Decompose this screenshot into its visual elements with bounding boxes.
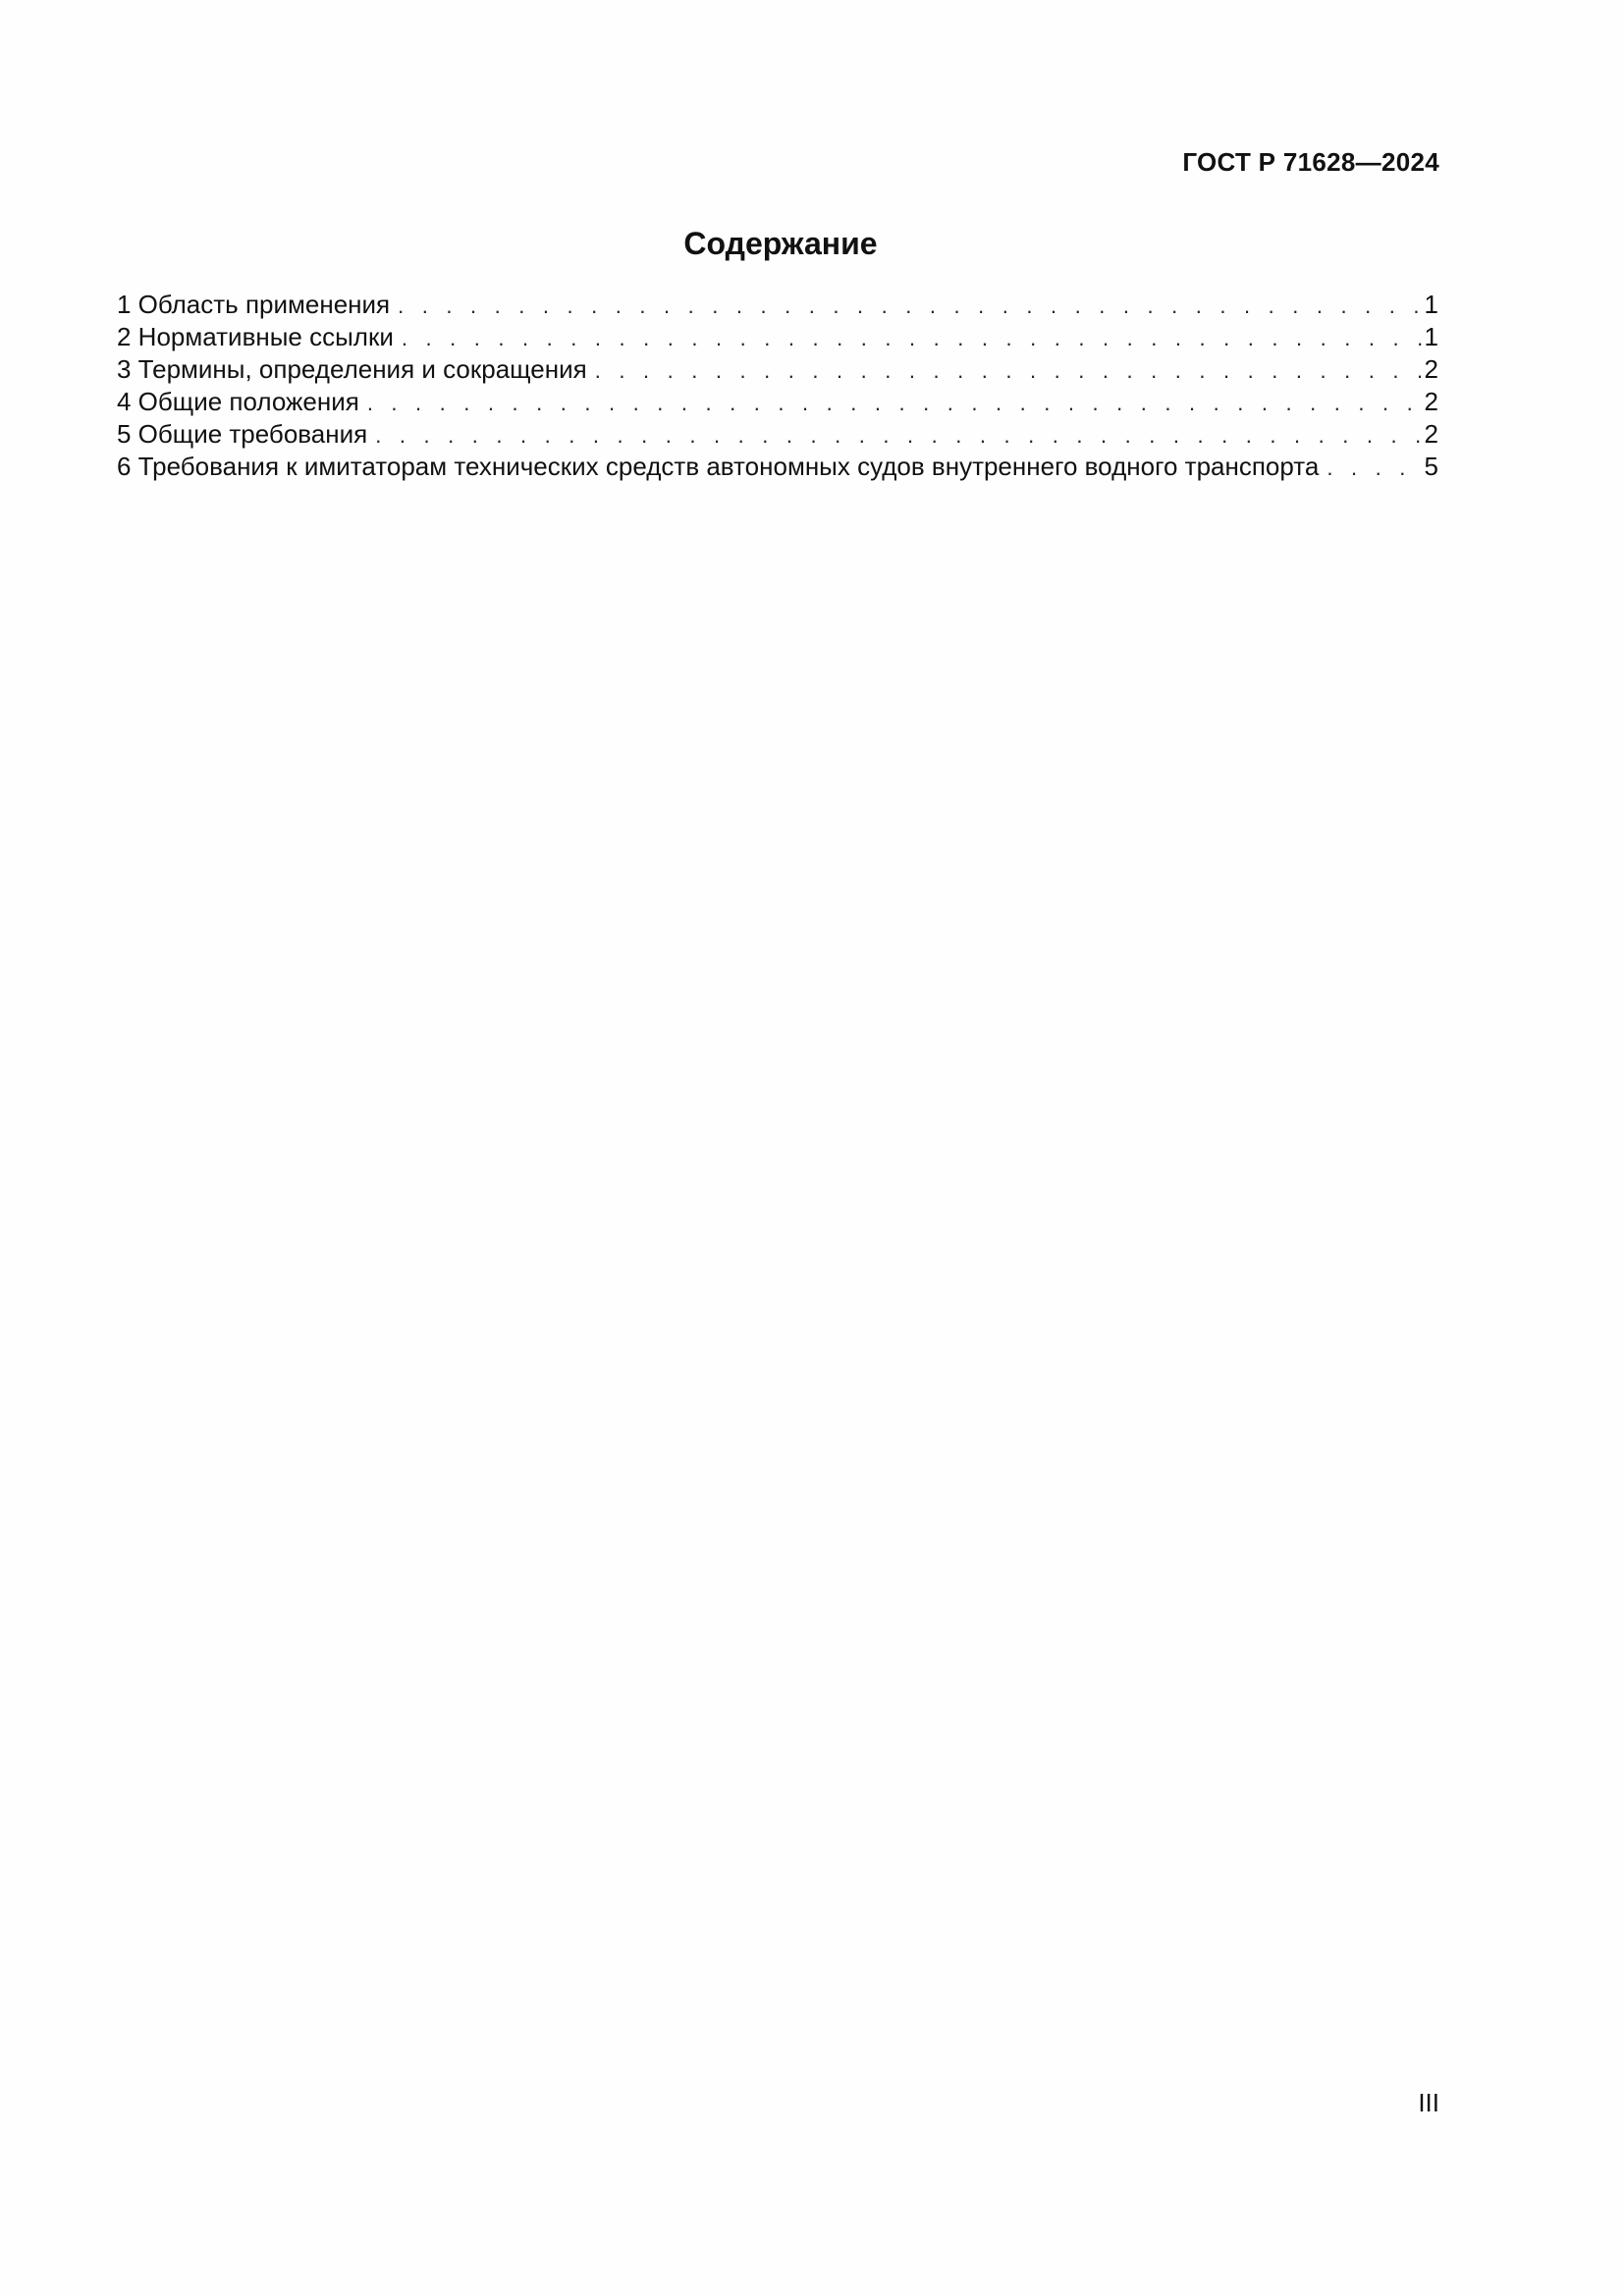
toc-entry-general-provisions[interactable] bbox=[117, 386, 1438, 418]
toc-entry-page: 2 bbox=[1424, 419, 1438, 449]
toc-entry-normative-references[interactable] bbox=[117, 321, 1438, 353]
toc-entry-text: 6 Требования к имитаторам технических средств автономных судов внутреннего водного транспорта bbox=[117, 452, 1320, 481]
toc-dot-leader bbox=[398, 290, 1422, 322]
toc-entry-scope[interactable] bbox=[117, 289, 1438, 321]
toc-dot-leader bbox=[402, 322, 1423, 354]
toc-entry-text: 1 Область применения bbox=[117, 290, 391, 319]
toc-title: Содержание bbox=[683, 226, 878, 261]
toc-entry-general-requirements[interactable] bbox=[117, 418, 1438, 451]
toc-entry-text: 5 Общие требования bbox=[117, 419, 368, 449]
toc-dot-leader bbox=[1326, 452, 1422, 484]
toc-entry-simulator-requirements[interactable] bbox=[117, 451, 1438, 483]
toc-entry-page: 2 bbox=[1424, 354, 1438, 384]
toc-entry-text: 4 Общие положения bbox=[117, 387, 359, 416]
toc-dot-leader bbox=[367, 387, 1423, 419]
table-of-contents bbox=[117, 289, 1438, 483]
toc-entry-page: 1 bbox=[1424, 322, 1438, 351]
toc-entry-text: 3 Термины, определения и сокращения bbox=[117, 354, 587, 384]
toc-entry-page: 1 bbox=[1424, 290, 1438, 319]
toc-entry-text: 2 Нормативные ссылки bbox=[117, 322, 394, 351]
toc-dot-leader bbox=[595, 354, 1423, 387]
toc-entry-page: 2 bbox=[1424, 387, 1438, 416]
document-code: ГОСТ Р 71628—2024 bbox=[1182, 147, 1439, 177]
toc-dot-leader bbox=[375, 419, 1422, 452]
toc-entry-terms[interactable] bbox=[117, 353, 1438, 386]
page-number: III bbox=[1418, 2088, 1439, 2117]
toc-entry-page: 5 bbox=[1424, 452, 1438, 481]
